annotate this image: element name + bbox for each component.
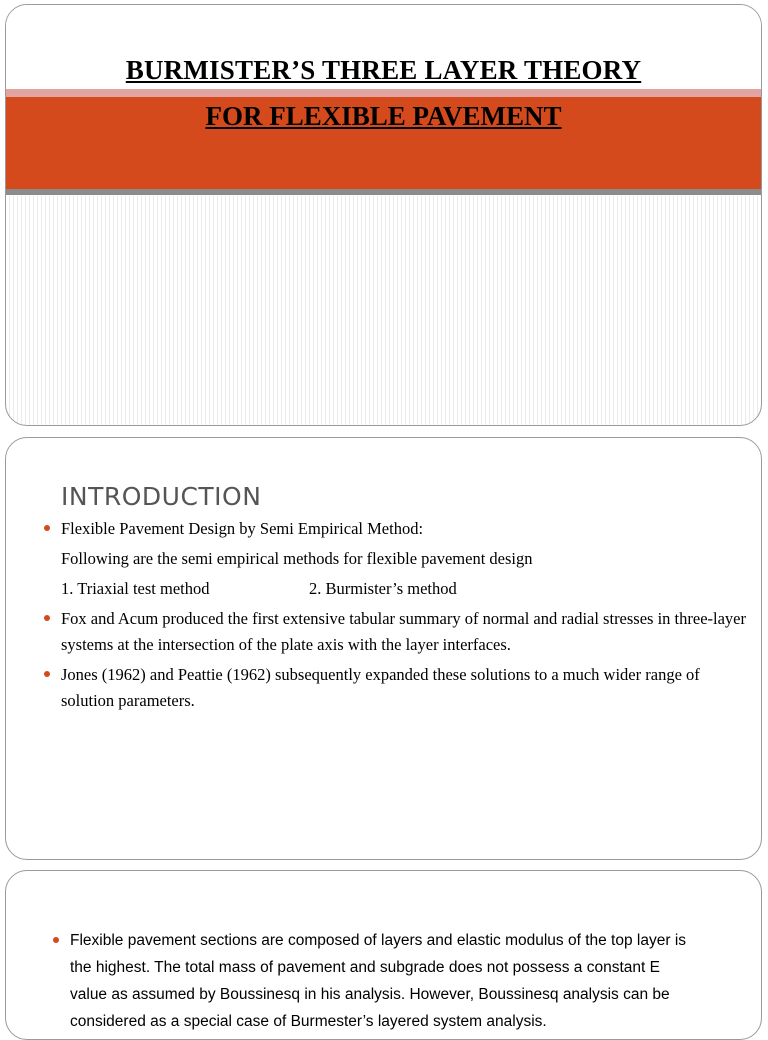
- bullet-icon: [44, 615, 50, 621]
- list-item-text: Fox and Acum produced the first extensive tabular summary of normal and radial stresses in three-layer systems at the intersection of the plate axis with the layer interfaces.: [61, 609, 746, 654]
- slide-body: [53, 927, 701, 1035]
- list-item-text: Flexible pavement sections are composed of layers and elastic modulus of the top layer is the highest. The total mass of pavement and subgrade does not possess a constant E value as assumed by Boussinesq in his analysis. However, Boussinesq analysis can be considered as a special case of Burmester’s layered system analysis.: [70, 932, 687, 1030]
- introduction-slide: [5, 437, 762, 860]
- bullet-icon: [44, 671, 50, 677]
- slide-title: BURMISTER’S THREE LAYER THEORY: [125, 55, 642, 85]
- methods-row: [44, 576, 751, 606]
- list-item: [53, 927, 701, 1035]
- list-item-text: Flexible Pavement Design by Semi Empirical Method:: [61, 519, 424, 538]
- method-2-text: 2. Burmister’s method: [309, 579, 457, 598]
- accent-stripe-bottom: [6, 189, 761, 195]
- slide-subtitle: FOR FLEXIBLE PAVEMENT: [205, 101, 562, 131]
- list-item: [44, 662, 751, 714]
- list-item: [44, 606, 751, 658]
- list-item: [44, 516, 751, 542]
- section-heading: INTRODUCTION: [61, 482, 262, 511]
- slide-body: [44, 516, 751, 714]
- list-item-text: Jones (1962) and Peattie (1962) subsequently expanded these solutions to a much wider range of solution parameters.: [61, 665, 700, 710]
- accent-stripe-top: [6, 89, 761, 97]
- bullet-icon: [53, 937, 59, 943]
- title-slide: [5, 4, 762, 426]
- content-slide: [5, 870, 762, 1040]
- method-1-text: 1. Triaxial test method: [61, 579, 210, 598]
- body-text: Following are the semi empirical methods for flexible pavement design: [61, 549, 533, 568]
- bullet-icon: [44, 525, 50, 531]
